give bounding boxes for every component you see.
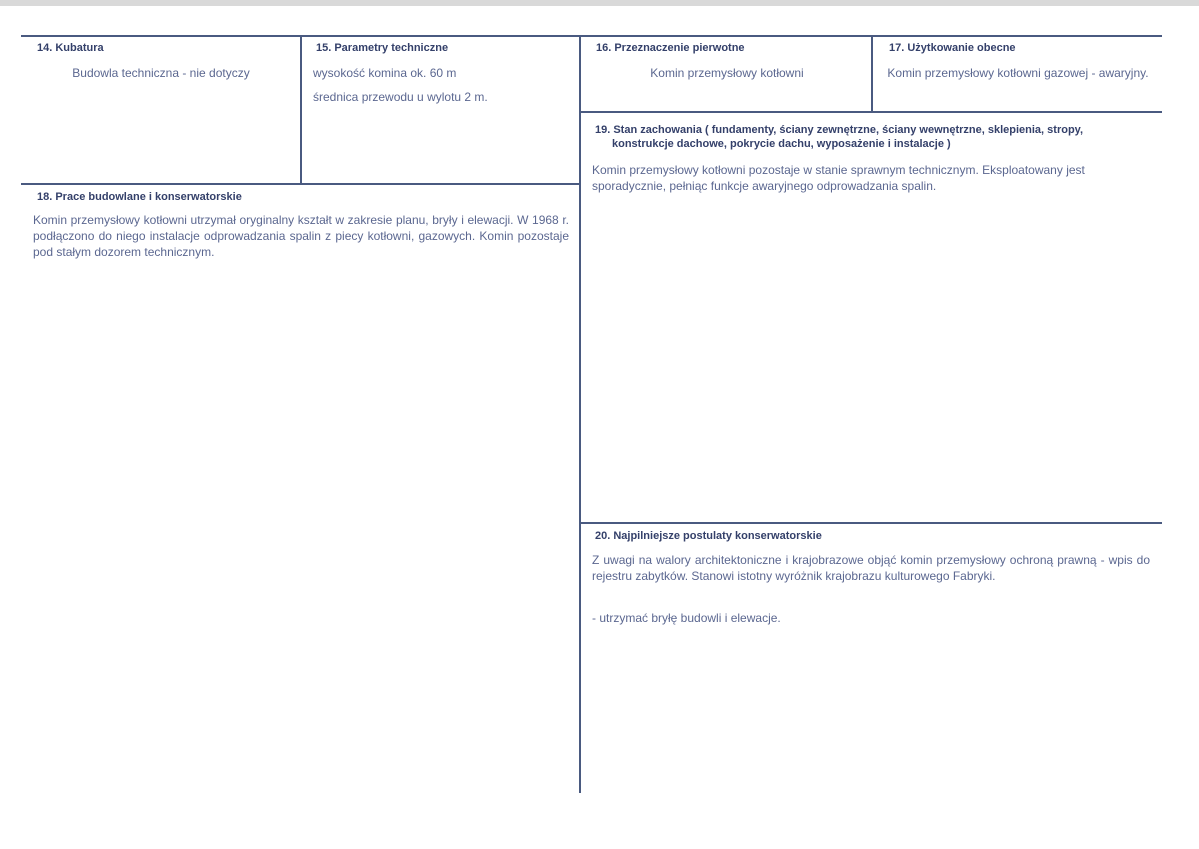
field-14-header: 14. Kubatura — [37, 42, 104, 54]
field-14-value: Budowla techniczna - nie dotyczy — [72, 66, 250, 80]
field-16-header: 16. Przeznaczenie pierwotne — [596, 42, 745, 54]
field-20-header: 20. Najpilniejsze postulaty konserwatorskie — [595, 530, 822, 542]
field-15-line-2: średnica przewodu u wylotu 2 m. — [313, 90, 488, 104]
field-19-header-line-1: 19. Stan zachowania ( fundamenty, ściany zewnętrzne, ściany wewnętrzne, sklepienia, stropy, — [595, 124, 1084, 136]
field-20-paragraph-2: - utrzymać bryłę budowli i elewacje. — [592, 611, 781, 625]
field-19-header-line-2: konstrukcje dachowe, pokrycie dachu, wyposażenie i instalacje ) — [612, 138, 951, 150]
row1-divider-left — [21, 183, 580, 185]
field-20-paragraph-1: Z uwagi na walory architektoniczne i krajobrazowe objąć komin przemysłowy ochroną prawną - wpis do rejestru zabytków. Stanowi istotny wyróżnik krajobrazu kulturowego Fabryki. — [592, 553, 1150, 583]
field-17-value: Komin przemysłowy kotłowni gazowej - awaryjny. — [887, 66, 1149, 80]
top-border — [21, 35, 1162, 37]
field-18-value: Komin przemysłowy kotłowni utrzymał oryginalny kształt w zakresie planu, bryły i elewacji. W 1968 r. podłączono do niego instalacje odprowadzania spalin z piecy kotłowni, gazowych. Komin pozostaje pod stałym dozorem technicznym. — [33, 213, 569, 259]
col-divider-17 — [871, 35, 873, 111]
field-15-line-1: wysokość komina ok. 60 m — [313, 66, 457, 80]
row1-divider-right — [580, 111, 1162, 113]
field-17-header: 17. Użytkowanie obecne — [889, 42, 1016, 54]
field-18-header: 18. Prace budowlane i konserwatorskie — [37, 191, 242, 203]
field-19-value: Komin przemysłowy kotłowni pozostaje w stanie sprawnym technicznym. Eksploatowany jest sporadycznie, pełniąc funkcje awaryjnego odprowadzania spalin. — [592, 163, 1085, 193]
col-divider-15 — [300, 35, 302, 183]
field-16-value: Komin przemysłowy kotłowni — [650, 66, 804, 80]
field-15-header: 15. Parametry techniczne — [316, 42, 449, 54]
col-divider-main — [579, 35, 581, 793]
section20-divider — [580, 522, 1162, 524]
scan-top-edge — [0, 0, 1199, 6]
